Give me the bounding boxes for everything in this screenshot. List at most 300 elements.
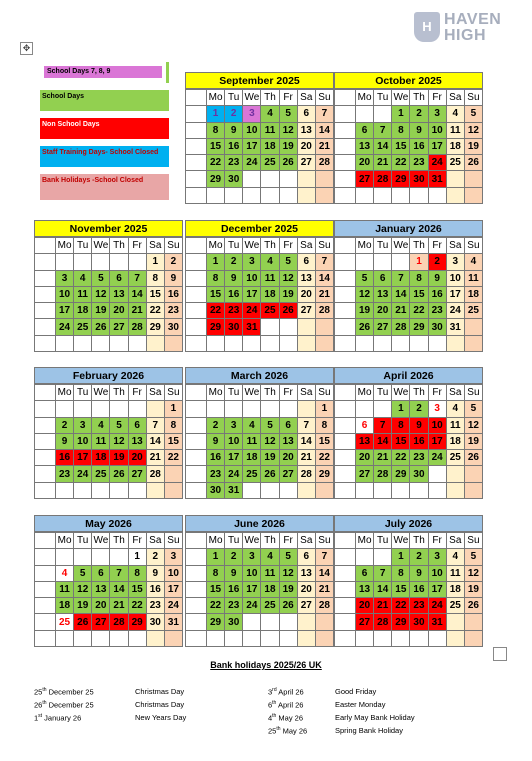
day-cell: 14: [374, 138, 392, 154]
day-cell: 17: [164, 581, 182, 597]
day-cell: 20: [297, 286, 315, 302]
weekday-header: Sa: [297, 385, 315, 401]
weekday-header: Th: [261, 90, 279, 106]
day-cell: 10: [243, 270, 261, 286]
day-cell: [110, 335, 128, 351]
day-cell: 16: [410, 138, 428, 154]
day-cell: 14: [297, 433, 315, 449]
week-label-cell: [186, 286, 207, 302]
day-cell: 18: [92, 450, 110, 466]
day-cell: [392, 187, 410, 203]
weekday-header: We: [243, 90, 261, 106]
weekday-header: Mo: [207, 533, 225, 549]
day-cell: 28: [374, 171, 392, 187]
day-cell: [446, 187, 464, 203]
day-cell: 7: [315, 549, 333, 565]
day-cell: [279, 171, 297, 187]
day-cell: [297, 187, 315, 203]
day-cell: 11: [243, 433, 261, 449]
weekday-header: Fr: [279, 533, 297, 549]
day-cell: [428, 466, 446, 482]
day-cell: 14: [392, 286, 410, 302]
day-cell: 7: [146, 417, 164, 433]
day-cell: 13: [356, 581, 374, 597]
day-cell: [392, 254, 410, 270]
legend-item-school-days-789: [40, 62, 169, 83]
week-label-cell: [186, 581, 207, 597]
day-cell: 20: [297, 581, 315, 597]
day-cell: 2: [146, 549, 164, 565]
corner-box: [493, 647, 507, 661]
day-cell: 3: [428, 106, 446, 122]
bank-holiday-name: Early May Bank Holiday: [335, 713, 415, 722]
day-cell: 27: [128, 466, 146, 482]
day-cell: 22: [207, 598, 225, 614]
day-cell: 16: [410, 433, 428, 449]
weekday-header: Su: [464, 385, 482, 401]
weekday-header: Tu: [374, 238, 392, 254]
month-grid: [334, 532, 483, 647]
day-cell: 11: [261, 122, 279, 138]
week-label-cell: [35, 466, 56, 482]
bank-holiday-date: [268, 687, 304, 697]
month-title: October 2025: [334, 72, 483, 89]
week-label-cell: [35, 482, 56, 498]
weekday-header: Sa: [297, 533, 315, 549]
week-label-cell: [186, 303, 207, 319]
day-cell: 4: [92, 417, 110, 433]
day-cell: 5: [261, 417, 279, 433]
weekday-header: Fr: [428, 238, 446, 254]
day-cell: 3: [164, 549, 182, 565]
day-cell: 4: [261, 106, 279, 122]
day-cell: [374, 106, 392, 122]
week-label-cell: [35, 533, 56, 549]
week-label-cell: [186, 450, 207, 466]
day-cell: [374, 630, 392, 646]
week-label-cell: [186, 401, 207, 417]
day-cell: 2: [225, 106, 243, 122]
day-cell: 24: [446, 303, 464, 319]
day-cell: 25: [92, 466, 110, 482]
day-cell: 16: [164, 286, 182, 302]
day-cell: 13: [128, 433, 146, 449]
weekday-header: Th: [410, 385, 428, 401]
day-cell: 25: [56, 614, 74, 630]
day-cell: [243, 187, 261, 203]
day-cell: [446, 466, 464, 482]
legend-item-non-school-days: [40, 118, 169, 139]
day-cell: 2: [428, 254, 446, 270]
weekday-header: Su: [464, 238, 482, 254]
day-cell: 16: [146, 581, 164, 597]
weekday-header: Sa: [446, 385, 464, 401]
day-cell: [464, 466, 482, 482]
day-cell: 26: [279, 598, 297, 614]
week-label-cell: [335, 270, 356, 286]
weekday-header: Mo: [356, 385, 374, 401]
day-cell: [207, 401, 225, 417]
day-cell: [464, 187, 482, 203]
day-cell: 28: [392, 319, 410, 335]
week-label-cell: [335, 90, 356, 106]
day-cell: 30: [410, 466, 428, 482]
day-cell: 2: [410, 549, 428, 565]
day-cell: 19: [110, 450, 128, 466]
month-calendar: [334, 367, 483, 499]
legend-bar: [166, 62, 169, 83]
bank-holiday-name: New Years Day: [135, 713, 187, 722]
day-cell: 12: [74, 581, 92, 597]
weekday-header: Su: [315, 90, 333, 106]
day-cell: 30: [207, 482, 225, 498]
day-cell: 9: [207, 433, 225, 449]
weekday-header: Sa: [146, 385, 164, 401]
month-grid: [185, 89, 334, 204]
day-cell: 29: [392, 614, 410, 630]
week-label-cell: [186, 598, 207, 614]
day-cell: [128, 254, 146, 270]
day-cell: [261, 171, 279, 187]
day-cell: 27: [297, 303, 315, 319]
day-cell: [428, 630, 446, 646]
day-cell: [315, 171, 333, 187]
month-title: June 2026: [185, 515, 334, 532]
day-cell: [92, 335, 110, 351]
day-cell: [446, 171, 464, 187]
day-cell: 14: [374, 581, 392, 597]
month-grid: [334, 237, 483, 352]
week-label-cell: [186, 417, 207, 433]
month-grid: [334, 384, 483, 499]
day-cell: 24: [164, 598, 182, 614]
day-cell: [74, 482, 92, 498]
week-label-cell: [35, 433, 56, 449]
day-cell: [207, 187, 225, 203]
week-label-cell: [335, 254, 356, 270]
day-cell: 9: [56, 433, 74, 449]
day-cell: 19: [464, 581, 482, 597]
day-cell: [279, 401, 297, 417]
day-cell: 9: [410, 417, 428, 433]
day-cell: 23: [225, 598, 243, 614]
day-cell: 27: [356, 614, 374, 630]
week-label-cell: [35, 385, 56, 401]
day-cell: 18: [74, 303, 92, 319]
day-cell: 3: [74, 417, 92, 433]
week-label-cell: [335, 549, 356, 565]
bank-holiday-suffix: st: [38, 713, 43, 719]
day-cell: 5: [110, 417, 128, 433]
day-cell: 21: [315, 286, 333, 302]
day-cell: 1: [128, 549, 146, 565]
week-label-cell: [335, 533, 356, 549]
week-label-cell: [186, 533, 207, 549]
weekday-header: Th: [261, 385, 279, 401]
day-cell: [279, 335, 297, 351]
day-cell: 17: [56, 303, 74, 319]
day-cell: 12: [356, 286, 374, 302]
month-grid: [185, 532, 334, 647]
day-cell: 6: [279, 417, 297, 433]
day-cell: 10: [428, 565, 446, 581]
week-label-cell: [35, 270, 56, 286]
day-cell: 1: [410, 254, 428, 270]
day-cell: 21: [315, 138, 333, 154]
day-cell: [279, 482, 297, 498]
weekday-header: Fr: [279, 90, 297, 106]
day-cell: 19: [356, 303, 374, 319]
day-cell: 22: [392, 450, 410, 466]
bank-holiday-suffix: th: [42, 700, 47, 706]
week-label-cell: [335, 187, 356, 203]
day-cell: [297, 319, 315, 335]
day-cell: [410, 630, 428, 646]
day-cell: 7: [297, 417, 315, 433]
day-cell: 3: [56, 270, 74, 286]
day-cell: 18: [243, 450, 261, 466]
day-cell: [374, 187, 392, 203]
weekday-header: We: [92, 385, 110, 401]
day-cell: 10: [74, 433, 92, 449]
week-label-cell: [335, 614, 356, 630]
weekday-header: Tu: [225, 238, 243, 254]
day-cell: [225, 335, 243, 351]
day-cell: 11: [446, 565, 464, 581]
day-cell: 18: [446, 138, 464, 154]
day-cell: 22: [392, 155, 410, 171]
day-cell: 17: [243, 286, 261, 302]
day-cell: 27: [297, 598, 315, 614]
day-cell: [392, 335, 410, 351]
day-cell: 2: [225, 254, 243, 270]
weekday-header: We: [243, 533, 261, 549]
day-cell: 20: [356, 598, 374, 614]
day-cell: [392, 482, 410, 498]
day-cell: 25: [74, 319, 92, 335]
day-cell: [225, 401, 243, 417]
day-cell: 5: [464, 106, 482, 122]
day-cell: 24: [428, 155, 446, 171]
day-cell: 1: [207, 254, 225, 270]
day-cell: 17: [74, 450, 92, 466]
day-cell: [356, 549, 374, 565]
day-cell: 8: [164, 417, 182, 433]
day-cell: [56, 630, 74, 646]
move-anchor-icon[interactable]: ✥: [20, 42, 33, 55]
bank-holiday-name: Christmas Day: [135, 700, 185, 709]
weekday-header: Th: [110, 533, 128, 549]
day-cell: [392, 630, 410, 646]
month-title: November 2025: [34, 220, 183, 237]
bank-holiday-month: May 26: [276, 713, 304, 723]
day-cell: [128, 335, 146, 351]
day-cell: 23: [164, 303, 182, 319]
day-cell: [146, 630, 164, 646]
day-cell: 10: [243, 122, 261, 138]
week-label-cell: [335, 385, 356, 401]
legend-item-school-days: [40, 90, 169, 111]
month-calendar: [185, 220, 334, 352]
weekday-header: Mo: [356, 238, 374, 254]
day-cell: 3: [243, 254, 261, 270]
day-cell: [356, 254, 374, 270]
month-calendar: [185, 72, 334, 204]
day-cell: [279, 319, 297, 335]
day-cell: 30: [146, 614, 164, 630]
month-grid: [34, 532, 183, 647]
weekday-header: We: [392, 533, 410, 549]
day-cell: [315, 614, 333, 630]
day-cell: 21: [110, 598, 128, 614]
bank-holiday-month: May 26: [280, 726, 308, 736]
bank-holiday-suffix: th: [272, 713, 277, 719]
day-cell: 1: [146, 254, 164, 270]
day-cell: 4: [74, 270, 92, 286]
weekday-header: We: [392, 385, 410, 401]
weekday-header: Sa: [297, 90, 315, 106]
day-cell: 17: [428, 433, 446, 449]
day-cell: 8: [392, 122, 410, 138]
day-cell: 11: [446, 417, 464, 433]
weekday-header: Tu: [74, 533, 92, 549]
day-cell: 16: [410, 581, 428, 597]
week-label-cell: [335, 433, 356, 449]
month-calendar: [334, 72, 483, 204]
day-cell: 4: [446, 549, 464, 565]
legend-label: Bank Holidays -School Closed: [42, 177, 144, 184]
day-cell: 3: [428, 401, 446, 417]
month-title: July 2026: [334, 515, 483, 532]
day-cell: 18: [261, 138, 279, 154]
bank-holiday-day: 25: [34, 687, 43, 697]
month-grid: [185, 384, 334, 499]
day-cell: 5: [356, 270, 374, 286]
week-label-cell: [186, 138, 207, 154]
day-cell: 13: [356, 433, 374, 449]
day-cell: 1: [315, 401, 333, 417]
week-label-cell: [335, 335, 356, 351]
month-grid: [34, 237, 183, 352]
day-cell: 8: [207, 270, 225, 286]
bank-holiday-month: January 26: [42, 713, 82, 723]
day-cell: 21: [146, 450, 164, 466]
bank-holiday-date: [34, 687, 94, 697]
day-cell: 26: [279, 303, 297, 319]
day-cell: 2: [207, 417, 225, 433]
day-cell: [464, 614, 482, 630]
day-cell: 6: [374, 270, 392, 286]
day-cell: 25: [261, 303, 279, 319]
day-cell: 31: [428, 171, 446, 187]
weekday-header: Tu: [225, 90, 243, 106]
day-cell: 28: [146, 466, 164, 482]
day-cell: 14: [315, 565, 333, 581]
day-cell: [356, 335, 374, 351]
day-cell: [92, 549, 110, 565]
day-cell: [92, 254, 110, 270]
day-cell: [56, 254, 74, 270]
day-cell: [243, 630, 261, 646]
day-cell: 5: [74, 565, 92, 581]
day-cell: 8: [315, 417, 333, 433]
week-label-cell: [335, 466, 356, 482]
weekday-header: Tu: [225, 533, 243, 549]
week-label-cell: [335, 171, 356, 187]
day-cell: 7: [110, 565, 128, 581]
weekday-header: Th: [261, 533, 279, 549]
day-cell: 13: [297, 565, 315, 581]
day-cell: 29: [128, 614, 146, 630]
day-cell: 8: [410, 270, 428, 286]
weekday-header: Fr: [279, 385, 297, 401]
week-label-cell: [35, 254, 56, 270]
day-cell: 26: [110, 466, 128, 482]
weekday-header: Th: [410, 533, 428, 549]
day-cell: 28: [315, 303, 333, 319]
day-cell: 29: [207, 171, 225, 187]
day-cell: [164, 630, 182, 646]
day-cell: [464, 335, 482, 351]
day-cell: 31: [428, 614, 446, 630]
day-cell: 15: [164, 433, 182, 449]
day-cell: 20: [110, 303, 128, 319]
haven-high-logo: [414, 12, 524, 46]
day-cell: 3: [243, 106, 261, 122]
day-cell: [464, 171, 482, 187]
day-cell: 4: [446, 106, 464, 122]
week-label-cell: [35, 630, 56, 646]
day-cell: 27: [297, 155, 315, 171]
weekday-header: We: [392, 238, 410, 254]
weekday-header: Su: [315, 238, 333, 254]
day-cell: 21: [392, 303, 410, 319]
day-cell: 1: [207, 106, 225, 122]
weekday-header: We: [92, 533, 110, 549]
day-cell: 21: [374, 598, 392, 614]
bank-holiday-name: Easter Monday: [335, 700, 386, 709]
day-cell: 9: [146, 565, 164, 581]
week-label-cell: [335, 417, 356, 433]
weekday-header: Su: [315, 533, 333, 549]
day-cell: [164, 466, 182, 482]
bank-holiday-month: April 26: [276, 700, 304, 710]
day-cell: [146, 482, 164, 498]
week-label-cell: [186, 565, 207, 581]
weekday-header: Fr: [128, 238, 146, 254]
day-cell: 6: [297, 106, 315, 122]
day-cell: 29: [315, 466, 333, 482]
day-cell: 5: [92, 270, 110, 286]
day-cell: [374, 482, 392, 498]
weekday-header: We: [392, 90, 410, 106]
month-calendar: [185, 515, 334, 647]
day-cell: 19: [279, 286, 297, 302]
weekday-header: Mo: [56, 238, 74, 254]
day-cell: [428, 482, 446, 498]
week-label-cell: [186, 171, 207, 187]
day-cell: 28: [128, 319, 146, 335]
day-cell: 20: [297, 138, 315, 154]
day-cell: 3: [225, 417, 243, 433]
month-grid: [185, 237, 334, 352]
day-cell: 6: [128, 417, 146, 433]
day-cell: [74, 630, 92, 646]
weekday-header: Mo: [207, 385, 225, 401]
logo-text-line2: HIGH: [444, 27, 486, 44]
day-cell: 31: [164, 614, 182, 630]
day-cell: 10: [243, 565, 261, 581]
